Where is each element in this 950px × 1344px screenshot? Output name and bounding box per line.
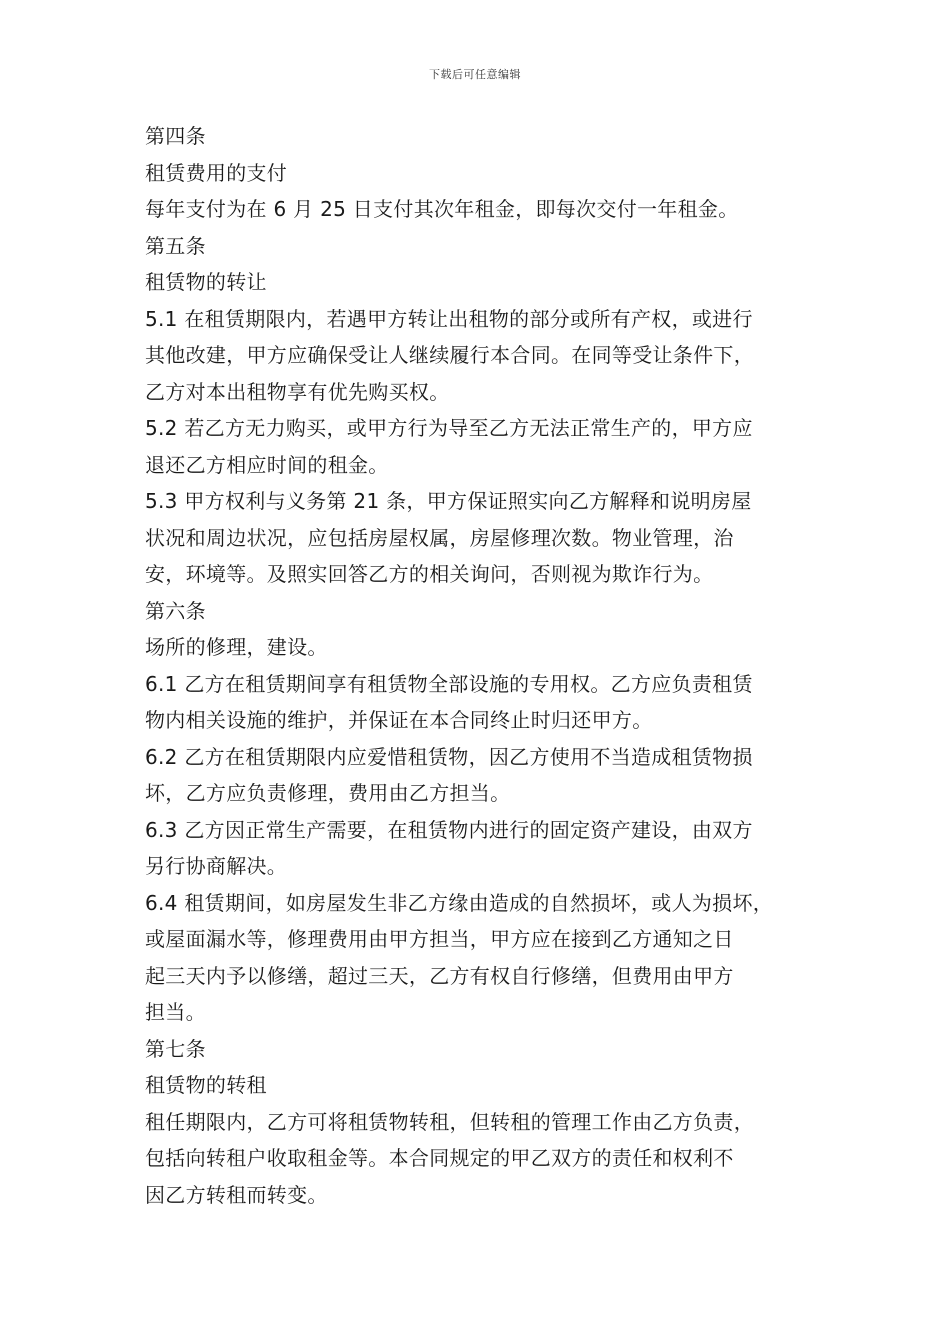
paragraph-line: 包括向转租户收取租金等。本合同规定的甲乙双方的责任和权利不 [145,1146,734,1170]
article-heading: 第四条 [145,124,206,148]
clause-line: 6.4 租赁期间，如房屋发生非乙方缘由造成的自然损坏，或人为损坏， [145,890,774,915]
clause-line: 退还乙方相应时间的租金。 [145,452,389,477]
clause-line: 坏，乙方应负责修理，费用由乙方担当。 [145,781,511,805]
clause-line: 担当。 [145,1000,206,1024]
clause-line: 安，环境等。及照实回答乙方的相关询问，否则视为欺诈行为。 [145,562,714,586]
clause-line: 其他改建，甲方应确保受让人继续履行本合同。在同等受让条件下， [145,343,754,367]
article-subtitle: 场所的修理，建设。 [145,635,328,659]
paragraph-line: 因乙方转租而转变。 [145,1182,328,1207]
clause-line: 物内相关设施的维护，并保证在本合同终止时归还甲方。 [145,708,653,732]
article-subtitle: 租赁物的转让 [145,270,267,294]
paragraph-line: 租任期限内，乙方可将租赁物转租，但转租的管理工作由乙方负责， [145,1109,754,1134]
page-header-note: 下载后可任意编辑 [429,68,521,81]
article-heading: 第六条 [145,598,206,623]
article-heading: 第五条 [145,233,206,258]
clause-line: 乙方对本出租物享有优先购买权。 [145,379,450,404]
clause-line: 另行协商解决。 [145,854,288,878]
clause-line: 起三天内予以修缮，超过三天，乙方有权自行修缮，但费用由甲方 [145,963,734,988]
clause-line: 状况和周边状况，应包括房屋权属，房屋修理次数。物业管理，治 [145,525,734,550]
article-heading: 第七条 [145,1036,206,1061]
clause-line: 5.2 若乙方无力购买，或甲方行为导至乙方无法正常生产的，甲方应 [145,416,753,440]
clause-line: 6.2 乙方在租赁期限内应爱惜租赁物，因乙方使用不当造成租赁物损 [145,744,753,769]
document-body [145,118,810,1213]
clause-line: 或屋面漏水等，修理费用由甲方担当，甲方应在接到乙方通知之日 [145,927,734,951]
article-subtitle: 租赁物的转租 [145,1073,267,1097]
clause-line: 6.3 乙方因正常生产需要，在租赁物内进行的固定资产建设，由双方 [145,817,753,842]
paragraph-line: 每年支付为在 6 月 25 日支付其次年租金，即每次交付一年租金。 [145,197,739,221]
article-subtitle: 租赁费用的支付 [145,160,288,185]
clause-line: 6.1 乙方在租赁期间享有租赁物全部设施的专用权。乙方应负责租赁 [145,671,753,696]
clause-line: 5.3 甲方权利与义务第 21 条，甲方保证照实向乙方解释和说明房屋 [145,489,752,513]
clause-line: 5.1 在租赁期限内，若遇甲方转让出租物的部分或所有产权，或进行 [145,306,753,331]
